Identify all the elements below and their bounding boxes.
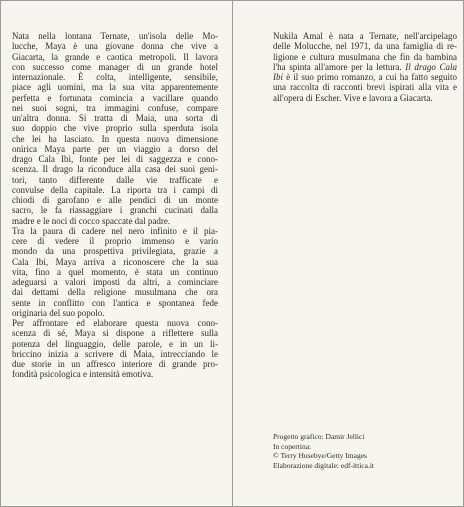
text-segment: una raccolta di racconti brevi ispirati alla vita e [273,82,457,93]
text-line: onirica Maya parte per un viaggio a dorso del [12,143,218,154]
left-page [1,1,232,506]
text-line: dai dettami della religione musulmana che ora [12,287,218,298]
photo-credit: © Terry Husebye/Getty Images [273,451,367,461]
book-title-text: Il drago Cala [405,61,457,72]
text-line: piace agli uomini, ma la sua vita apparentemente [12,82,218,93]
right-page [232,1,463,506]
text-segment: è il suo primo romanzo, a cui ha fatto seguito [283,72,457,82]
book-title-text: Ibi [273,72,283,82]
text-segment: ligione e cultura musulmana che fin da bambina [273,51,457,62]
synopsis-paragraph [12,31,218,226]
credits-block [273,432,457,470]
design-credit: Progetto grafico: Damir Jellici [273,432,365,441]
text-line: internazionale. È colta, intelligente, sensibile, [12,72,218,82]
text-line [273,82,457,92]
text-line: scenza. Il drago la riconduce alla casa dei suoi geni- [12,164,218,175]
synopsis-paragraph [12,318,218,380]
text-line: potenza del linguaggio, delle parole, e in un li- [12,338,218,349]
text-segment: delle Molucche, nel 1971, da una famiglia di re- [273,41,457,52]
synopsis-text [12,31,218,380]
text-line: mondo da una prospettiva privilegiata, grazie a [12,246,218,257]
synopsis-paragraph [12,226,218,318]
text-line: sente in conflitto con l'antica e spontanea fede [12,297,218,308]
text-line: due storie in un affresco interiore di grande pro- [12,359,218,369]
text-line: Giacarta, la grande e caotica metropoli. Il lavora [12,51,218,62]
text-line: sacro, le fa riassaggiare i granchi cucinati dalla [12,205,218,216]
text-line: fondità psicologica e intensità emotiva. [12,369,154,380]
cover-credit-label: In copertina: [273,441,312,451]
text-line: che lei ha lasciato. In questa nuova dimensione [12,133,218,144]
text-line: cere di vedere il proprio immenso e vario [12,236,218,246]
text-line: suo doppio che vive proprio sulla sperduta isola [12,123,218,134]
text-line: vita, fino a quel momento, è stata un continuo [12,266,218,277]
text-segment: l'ha spinta all'amore per la lettura. [273,61,406,72]
text-line [273,72,457,82]
text-line: briccino inizia a scrivere di Maia, intrecciando le [12,348,218,359]
text-line: chiodi di garofano e alle pendici di un monte [12,195,218,205]
text-line: Cala Ibi, Maya arriva a riconoscere che la sua [12,256,218,267]
author-bio [273,31,457,103]
text-segment: all'opera di Escher. Vive e lavora a Giacarta. [273,92,433,103]
text-line: drago Cala Ibi, fonte per lei di saggezza e cono- [12,154,218,164]
text-line: madre e le noci di cocco spaccate dal padre. [12,215,171,226]
text-line: un'altra donna. Si tratta di Maia, una sorta di [12,113,218,123]
text-line: Per affrontare ed elaborare questa nuova cono- [12,318,218,328]
text-line: Tra la paura di cadere nel nero infinito e il pia- [12,225,218,236]
text-line: Nata nella lontana Ternate, un'isola delle Mo- [12,31,218,41]
digital-credit: Elaborazione digitale: edf-ittica.it [273,460,374,470]
text-line [273,93,457,103]
text-line [273,52,457,62]
text-line: scenza di sé, Maya si dispone a riflettere sulla [12,328,218,339]
text-segment: Nukila Amal è nata a Ternate, nell'arcipelago [273,31,457,41]
text-line: con successo come manager di un grande hotel [12,61,218,72]
text-line [273,62,457,72]
text-line: tori, tanto differente dalle vie trafficate e [12,174,218,185]
text-line: originaria del suo popolo. [12,307,105,318]
text-line: perfetta e fortunata comincia a vacillare quando [12,92,218,103]
text-line [273,41,457,51]
text-line [273,31,457,41]
text-line: nei suoi sogni, tra immagini confuse, compare [12,102,218,113]
text-line: convulse della capitale. La riporta tra i campi di [12,184,218,195]
text-line: adeguarsi a valori imposti da altri, a cominciare [12,277,218,287]
text-line: lucche, Maya è una giovane donna che vive a [12,41,218,52]
